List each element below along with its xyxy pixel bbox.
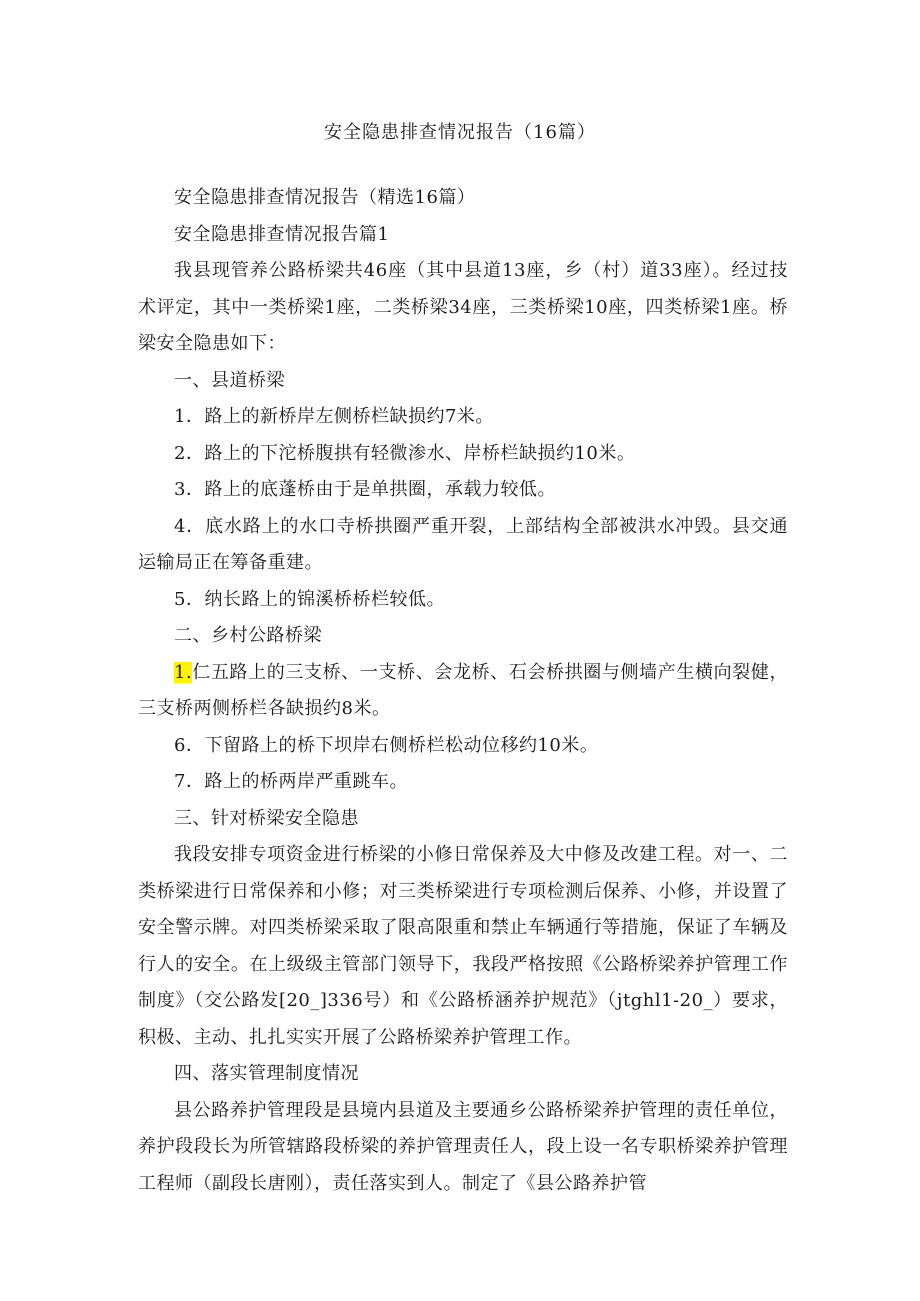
paragraph: 安全隐患排查情况报告篇1	[174, 223, 390, 245]
highlight-marker: 1.	[174, 661, 193, 683]
document-title: 安全隐患排查情况报告（16篇）	[324, 122, 596, 143]
section-heading: 二、乡村公路桥梁	[174, 625, 322, 646]
list-item: 6．下留路上的桥下坝岸右侧桥栏松动位移约10米。	[174, 734, 599, 756]
list-item: 4．底水路上的水口寺桥拱圈严重开裂，上部结构全部被洪水冲毁。县交通运输局正在筹备重建。	[138, 515, 788, 573]
list-item-text: 仁五路上的三支桥、一支桥、会龙桥、石会桥拱圈与侧墙产生横向裂健，三支桥两侧桥栏各缺损约8米。	[138, 661, 788, 719]
list-item: 7．路上的桥两岸严重跳车。	[174, 771, 408, 792]
section-heading: 三、针对桥梁安全隐患	[174, 807, 359, 829]
document-body	[138, 180, 788, 1202]
list-item: 5．纳长路上的锦溪桥桥栏较低。	[174, 588, 445, 610]
list-item: 2．路上的下沱桥腹拱有轻微渗水、岸桥栏缺损约10米。	[174, 442, 636, 464]
paragraph: 我段安排专项资金进行桥梁的小修日常保养及大中修及改建工程。对一、二类桥梁进行日常保养和小修；对三类桥梁进行专项检测后保养、小修，并设置了安全警示牌。对四类桥梁采取了限高限重和禁止车辆通行等措施，保证了车辆及行人的安全。在上级级主管部门领导下，我段严格按照《公路桥梁养护管理工作制度》（交公路发[20_]336号）和《公路桥涵养护规范》（jtghl1-20_）要求，积极、主动、扎扎实实开展了公路桥梁养护管理工作。	[138, 844, 788, 1048]
list-item-highlighted	[138, 655, 788, 728]
list-item: 1．路上的新桥岸左侧桥栏缺损约7米。	[174, 406, 494, 427]
section-heading: 一、县道桥梁	[174, 369, 285, 391]
list-item: 3．路上的底蓬桥由于是单拱圈，承载力较低。	[174, 479, 556, 500]
paragraph: 我县现管养公路桥梁共46座（其中县道13座，乡（村）道33座）。经过技术评定，其中一类桥梁1座，二类桥梁34座，三类桥梁10座，四类桥梁1座。桥梁安全隐患如下：	[138, 260, 788, 354]
paragraph: 县公路养护管理段是县境内县道及主要通乡公路桥梁养护管理的责任单位，养护段段长为所管辖路段桥梁的养护管理责任人，段上设一名专职桥梁养护管理工程师（副段长唐刚），责任落实到人。制定了《县公路养护管	[138, 1099, 788, 1194]
paragraph: 安全隐患排查情况报告（精选16篇）	[174, 187, 476, 208]
section-heading: 四、落实管理制度情况	[174, 1063, 359, 1084]
